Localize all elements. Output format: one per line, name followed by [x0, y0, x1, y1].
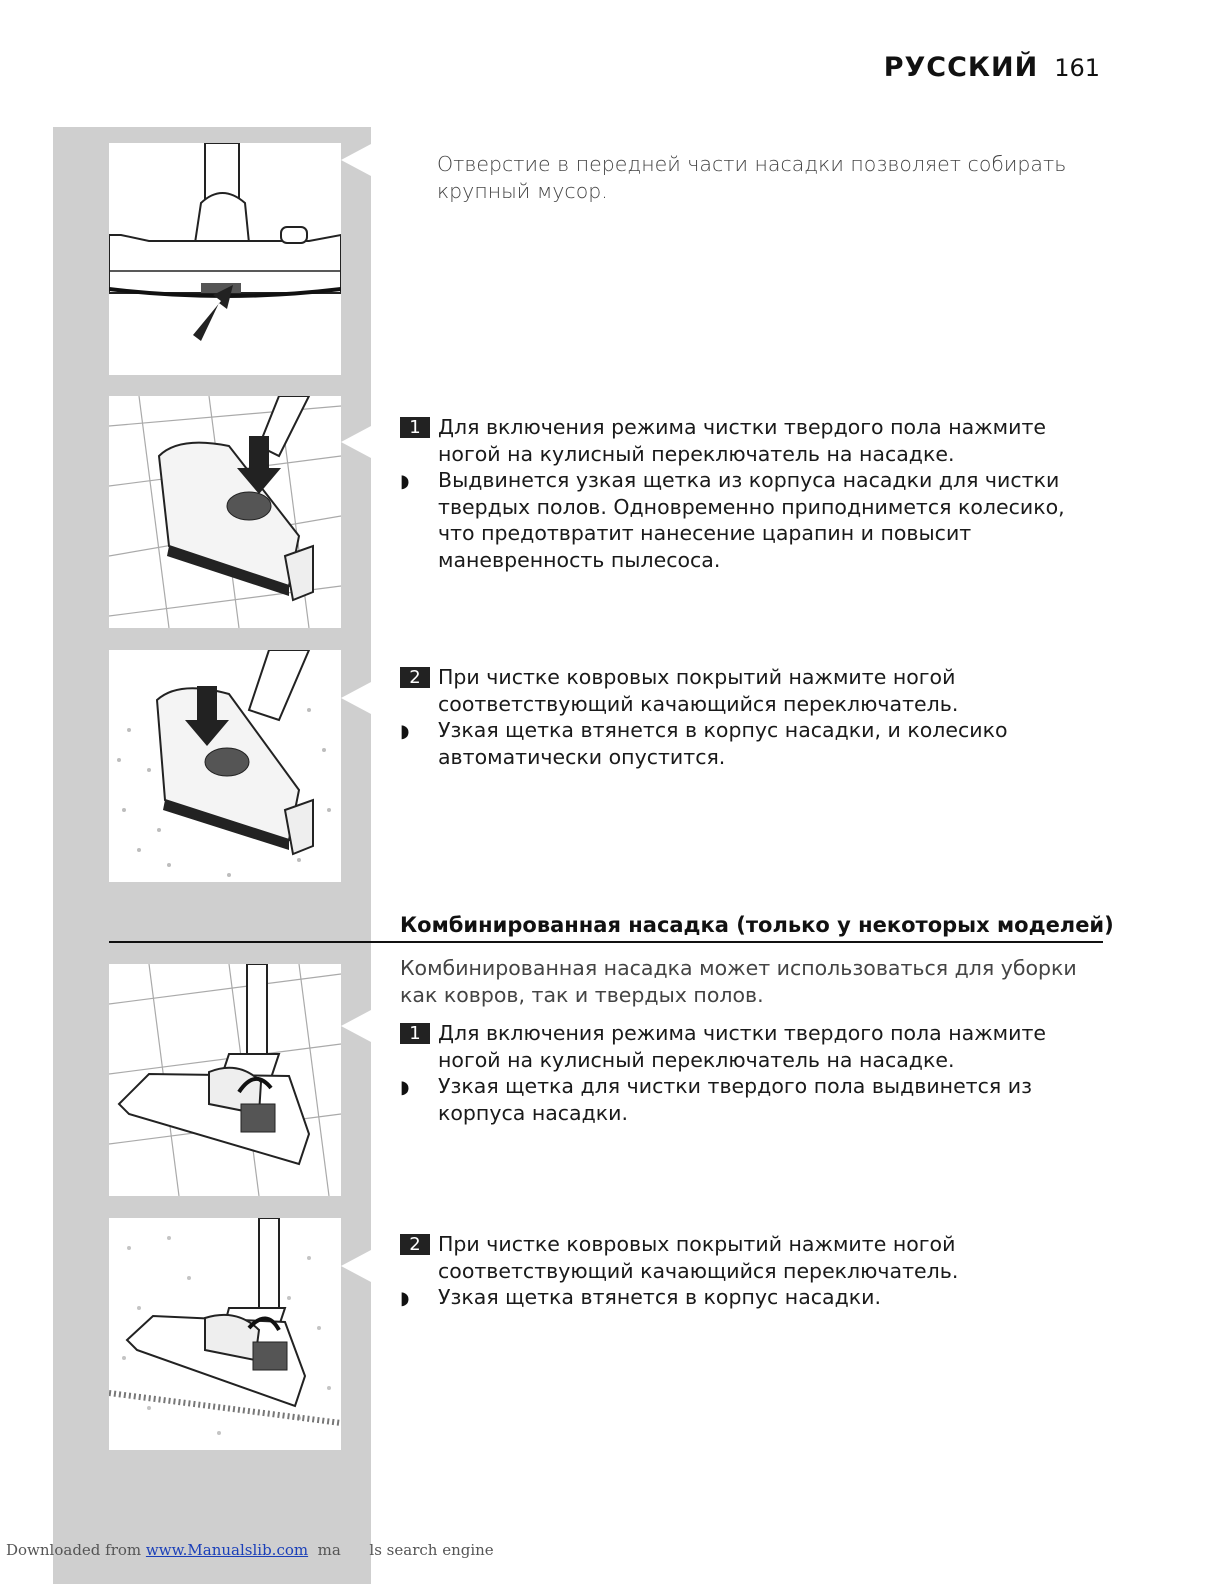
- step-block-2: [400, 664, 1105, 770]
- footer-suffix: ma ls search engine: [308, 1541, 494, 1559]
- bullet-text: Узкая щетка втянется в корпус насадки.: [438, 1285, 881, 1309]
- bullet-item: [400, 1284, 1105, 1311]
- notch: [341, 426, 371, 458]
- bullet-icon: ◗: [400, 1077, 410, 1098]
- bullet-text: Выдвинется узкая щетка из корпуса насадки для чистки твердых полов. Одновременно приподнимется колесико, что предотвратит нанесение царапин и повысит маневренность пылесоса.: [438, 468, 1065, 572]
- bullet-icon: ◗: [400, 471, 410, 492]
- step-text: При чистке ковровых покрытий нажмите ногой соответствующий качающийся переключатель.: [438, 1232, 959, 1283]
- step-item: [400, 1020, 1105, 1073]
- step-number: 1: [400, 417, 430, 438]
- section-heading: Комбинированная насадка (только у некоторых моделей): [400, 913, 1114, 937]
- notch: [341, 1010, 371, 1042]
- bullet-text: Узкая щетка для чистки твердого пола выдвинется из корпуса насадки.: [438, 1074, 1032, 1125]
- combi-intro: Комбинированная насадка может использоваться для уборки как ковров, так и твердых полов.: [400, 956, 1077, 1007]
- step-number: 1: [400, 1023, 430, 1044]
- notch: [341, 144, 371, 176]
- step-text: При чистке ковровых покрытий нажмите ногой соответствующий качающийся переключатель.: [438, 665, 959, 716]
- bullet-item: [400, 1073, 1105, 1126]
- step-item: [400, 414, 1105, 467]
- page-header: [884, 52, 1100, 83]
- manualslib-link[interactable]: www.Manualslib.com: [145, 1541, 309, 1559]
- intro-text: Отверстие в передней части насадки позволяет собирать крупный мусор.: [437, 152, 1067, 203]
- bullet-icon: ◗: [400, 1288, 410, 1309]
- step-block-4: [400, 1231, 1105, 1311]
- illustration-carpet-nozzle: [109, 650, 341, 882]
- illustration-combi-carpet: [109, 1218, 341, 1450]
- language-title: РУССКИЙ: [883, 52, 1039, 83]
- bullet-icon: ◗: [400, 721, 410, 742]
- illustration-nozzle-opening: [109, 143, 341, 375]
- illustration-combi-hard-floor: [109, 964, 341, 1196]
- bullet-text: Узкая щетка втянется в корпус насадки, и колесико автоматически опустится.: [438, 718, 1008, 769]
- bullet-item: [400, 467, 1105, 573]
- bullet-item: [400, 717, 1105, 770]
- footer-prefix: Downloaded from: [6, 1541, 146, 1559]
- step-block-3: [400, 955, 1105, 1126]
- notch: [341, 1250, 371, 1282]
- step-text: Для включения режима чистки твердого пола нажмите ногой на кулисный переключатель на насадке.: [438, 1021, 1047, 1072]
- step-number: 2: [400, 667, 430, 688]
- notch: [341, 682, 371, 714]
- heading-rule: [109, 941, 1103, 943]
- step-text: Для включения режима чистки твердого пола нажмите ногой на кулисный переключатель на насадке.: [438, 415, 1047, 466]
- step-item: [400, 1231, 1105, 1284]
- step-number: 2: [400, 1234, 430, 1255]
- illustration-hard-floor-nozzle: [109, 396, 341, 628]
- intro-paragraph: [437, 151, 1107, 204]
- step-item: [400, 664, 1105, 717]
- page-number: 161: [1054, 54, 1100, 82]
- download-footer: [6, 1541, 494, 1559]
- step-block-1: [400, 414, 1105, 573]
